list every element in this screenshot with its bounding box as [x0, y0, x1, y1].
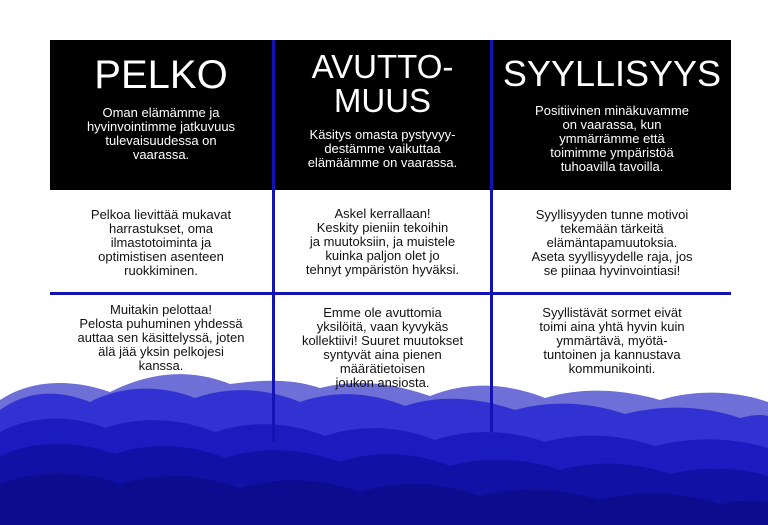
header-pelko: [50, 40, 272, 190]
cell-avuttomuus-row2: Emme ole avuttomia yksilöitä, vaan kyvykäs kollektiivi! Suuret muutokset syntyvät aina pienen määrätietoisen joukon ansiosta.: [301, 305, 464, 390]
divider-horizontal: [50, 292, 731, 295]
cell-pelko-row2: Muitakin pelottaa! Pelosta puhuminen yhdessä auttaa sen käsittelyssä, joten älä jää yksin pelkojesi kanssa.: [77, 302, 245, 373]
column-title: PELKO: [94, 53, 228, 97]
column-title: AVUTTO- MUUS: [311, 48, 454, 119]
cell-syyllisyys-row2: Syyllistävät sormet eivät toimi aina yhtä hyvin kuin ymmärtävä, myötä- tuntoinen ja kannustava kommunikointi.: [539, 305, 685, 376]
cell-avuttomuus-row1: Askel kerrallaan! Keskity pieniin tekoihin ja muutoksiin, ja muistele kuinka paljon olet jo tehnyt ympäristön hyväksi.: [305, 206, 460, 277]
cell-pelko-row1: Pelkoa lievittää mukavat harrastukset, oma ilmastotoiminta ja optimistisen asenteen ruokkiminen.: [90, 207, 232, 278]
cell-syyllisyys-row1: Syyllisyyden tunne motivoi tekemään tärkeitä elämäntapamuutoksia. Aseta syyllisyydelle raja, jos se piinaa hyvinvointiasi!: [531, 207, 693, 278]
column-description: Käsitys omasta pystyvyy- destämme vaikuttaa elämäämme on vaarassa.: [307, 127, 458, 170]
divider-vertical-2: [490, 40, 493, 432]
column-title: SYYLLISYYS: [502, 53, 722, 94]
header-avuttomuus: [275, 40, 490, 190]
column-description: Oman elämämme ja hyvinvointimme jatkuvuus tulevaisuudessa on vaarassa.: [86, 105, 236, 162]
divider-vertical-1: [272, 40, 275, 442]
header-syyllisyys: [493, 40, 731, 190]
column-description: Positiivinen minäkuvamme on vaarassa, kun ymmärrämme että toimimme ympäristöä tuhoavilla tavoilla.: [535, 103, 689, 174]
